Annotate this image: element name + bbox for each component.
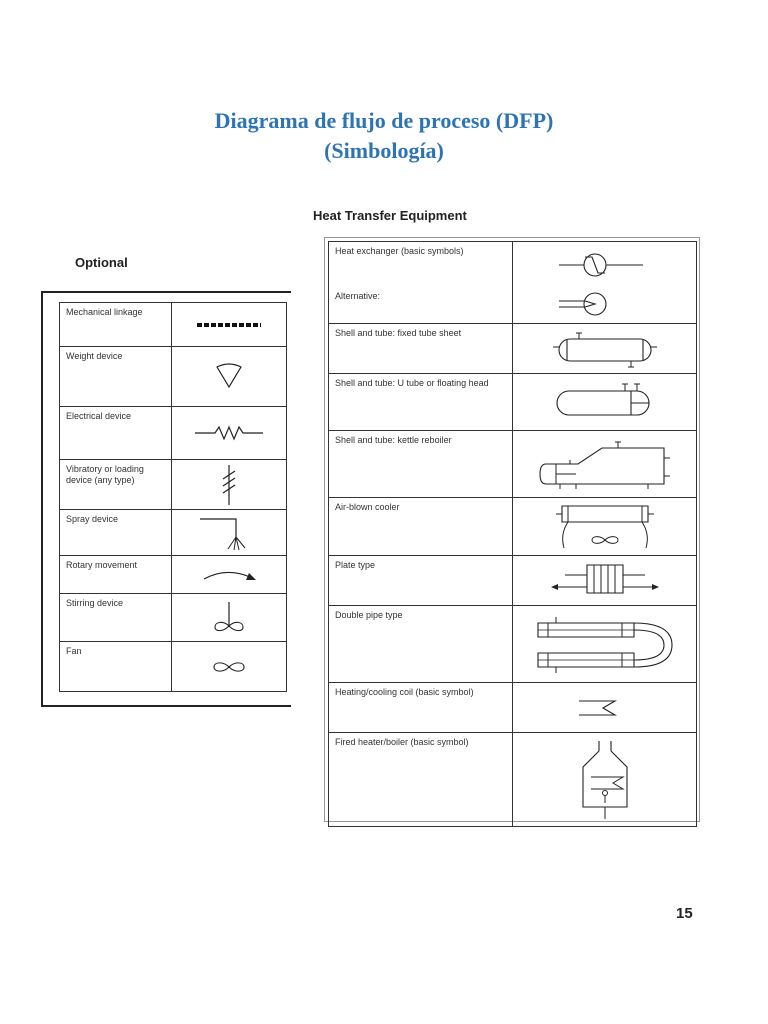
ht-label-plate-type: Plate type [329, 556, 513, 606]
ht-label-shell-tube-fixed: Shell and tube: fixed tube sheet [329, 324, 513, 374]
heat-transfer-symbols-table [328, 241, 697, 827]
page-title: Diagrama de flujo de proceso (DFP) [214, 108, 554, 133]
table-row [60, 407, 287, 460]
table-row [329, 431, 697, 498]
shell-tube-fixed-icon [545, 327, 665, 371]
optional-label-mechanical-linkage: Mechanical linkage [60, 303, 172, 347]
table-row [329, 733, 697, 827]
table-row [329, 556, 697, 606]
ht-label-shell-tube-u: Shell and tube: U tube or floating head [329, 374, 513, 431]
weight-device-icon [209, 357, 249, 397]
table-row [329, 606, 697, 683]
ht-label-heating-coil: Heating/cooling coil (basic symbol) [329, 683, 513, 733]
page-subtitle: (Simbología) [324, 138, 444, 163]
table-row [60, 642, 287, 692]
page-number: 15 [676, 905, 693, 922]
table-row [60, 594, 287, 642]
optional-label-spray-device: Spray device [60, 510, 172, 556]
ht-label-double-pipe: Double pipe type [329, 606, 513, 683]
optional-heading: Optional [75, 255, 128, 270]
table-row [329, 324, 697, 374]
optional-label-weight-device: Weight device [60, 347, 172, 407]
heat-exchanger-icon [555, 247, 655, 319]
rotary-movement-icon [194, 563, 264, 587]
ht-label-fired-heater: Fired heater/boiler (basic symbol) [329, 733, 513, 827]
kettle-reboiler-icon [530, 434, 680, 494]
table-row [329, 242, 697, 324]
table-row [329, 683, 697, 733]
stirring-device-icon [209, 598, 249, 638]
table-row [60, 556, 287, 594]
ht-label-air-blown-cooler: Air-blown cooler [329, 498, 513, 556]
optional-label-rotary-movement: Rotary movement [60, 556, 172, 594]
air-blown-cooler-icon [550, 500, 660, 554]
optional-symbols-table [59, 302, 287, 692]
shell-tube-u-icon [545, 379, 665, 425]
optional-label-fan: Fan [60, 642, 172, 692]
table-row [60, 460, 287, 510]
vibratory-device-icon [214, 463, 244, 507]
table-row [60, 510, 287, 556]
ht-label-kettle-reboiler: Shell and tube: kettle reboiler [329, 431, 513, 498]
ht-label-heat-exchanger: Heat exchanger (basic symbols) [335, 246, 464, 256]
table-row [60, 303, 287, 347]
fan-icon [209, 657, 249, 677]
plate-type-icon [545, 559, 665, 603]
heating-coil-icon [565, 693, 645, 723]
heat-transfer-heading: Heat Transfer Equipment [313, 208, 467, 223]
mechanical-linkage-icon [189, 315, 269, 335]
optional-label-vibratory-device: Vibratory or loading device (any type) [60, 460, 172, 510]
table-row [329, 498, 697, 556]
ht-label-alternative: Alternative: [335, 291, 381, 301]
spray-device-icon [194, 513, 264, 553]
double-pipe-icon [530, 611, 680, 677]
table-row [329, 374, 697, 431]
fired-heater-icon [565, 737, 645, 823]
optional-label-stirring-device: Stirring device [60, 594, 172, 642]
electrical-device-icon [189, 423, 269, 443]
optional-label-electrical-device: Electrical device [60, 407, 172, 460]
table-row [60, 347, 287, 407]
